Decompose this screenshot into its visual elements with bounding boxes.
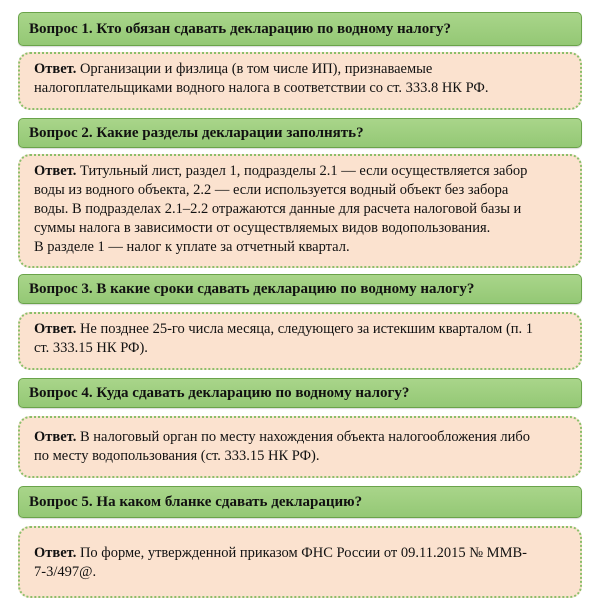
answer-5-line-1: Ответ. По форме, утвержденной приказом ФНС России от 09.11.2015 № ММВ- — [34, 545, 527, 561]
question-5 — [18, 486, 582, 518]
question-2 — [18, 118, 582, 148]
answer-3-line-2: ст. 333.15 НК РФ). — [34, 340, 148, 356]
answer-5 — [18, 526, 582, 598]
answer-5-line-2: 7-3/497@. — [34, 564, 97, 580]
answer-3-label: Ответ. — [34, 321, 77, 337]
answer-3-line-1: Ответ. Не позднее 25-го числа месяца, следующего за истекшим кварталом (п. 1 — [34, 321, 534, 337]
answer-2-line-5: В разделе 1 — налог к уплате за отчетный квартал. — [34, 239, 350, 255]
answer-4-line-1: Ответ. В налоговый орган по месту нахождения объекта налогообложения либо — [34, 429, 530, 445]
answer-1-line-2: налогоплательщиками водного налога в соответствии со ст. 333.8 НК РФ. — [34, 80, 489, 96]
question-4 — [18, 378, 582, 408]
answer-2-line-4: суммы налога в зависимости от осуществляемых видов водопользования. — [34, 220, 491, 236]
answer-2-line-3: воды. В подразделах 2.1–2.2 отражаются данные для расчета налоговой базы и — [34, 201, 522, 217]
answer-2-line-1: Ответ. Титульный лист, раздел 1, подразделы 2.1 — если осуществляется забор — [34, 163, 528, 179]
question-5-text: Вопрос 5. На каком бланке сдавать декларацию? — [29, 494, 363, 510]
answer-5-label: Ответ. — [34, 545, 77, 561]
answer-3 — [18, 312, 582, 370]
answer-2 — [18, 154, 582, 268]
answer-4 — [18, 416, 582, 478]
answer-1-line-1: Ответ. Организации и физлица (в том числе ИП), признаваемые — [34, 61, 433, 77]
answer-1 — [18, 52, 582, 110]
question-1 — [18, 12, 582, 46]
question-2-text: Вопрос 2. Какие разделы декларации заполнять? — [29, 125, 364, 141]
question-3-text: Вопрос 3. В какие сроки сдавать декларацию по водному налогу? — [29, 281, 475, 297]
question-3 — [18, 274, 582, 304]
answer-4-label: Ответ. — [34, 429, 77, 445]
answer-2-label: Ответ. — [34, 163, 77, 179]
answer-2-line-2: воды из водного объекта, 2.2 — если используется водный объект без забора — [34, 182, 509, 198]
question-1-text: Вопрос 1. Кто обязан сдавать декларацию по водному налогу? — [29, 21, 452, 37]
answer-4-line-2: по месту водопользования (ст. 333.15 НК РФ). — [34, 448, 320, 464]
answer-1-label: Ответ. — [34, 61, 77, 77]
question-4-text: Вопрос 4. Куда сдавать декларацию по водному налогу? — [29, 385, 410, 401]
